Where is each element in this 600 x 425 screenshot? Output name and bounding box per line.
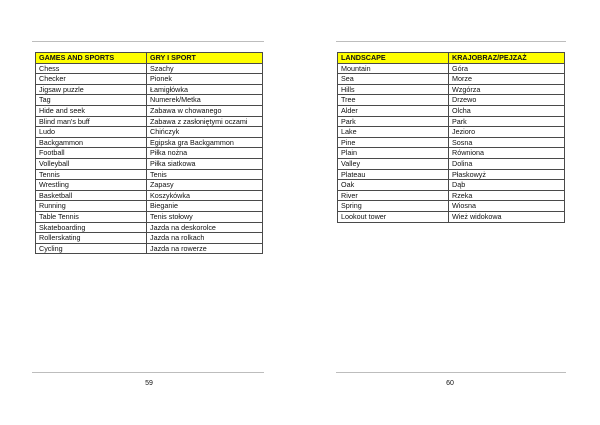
table-header-row	[36, 53, 263, 64]
table-row	[338, 180, 565, 191]
top-rule	[336, 41, 566, 42]
table-row	[338, 169, 565, 180]
table-row	[338, 201, 565, 212]
english-cell: Wrestling	[36, 180, 147, 191]
polish-cell: Dolina	[449, 158, 565, 169]
table-row	[36, 201, 263, 212]
english-cell: Running	[36, 201, 147, 212]
polish-cell: Wiosna	[449, 201, 565, 212]
header-polish: KRAJOBRAZ/PEJZAŻ	[449, 53, 565, 64]
table-row	[36, 148, 263, 159]
polish-cell: Płaskowyż	[449, 169, 565, 180]
polish-cell: Jazda na deskorolce	[147, 222, 263, 233]
english-cell: Spring	[338, 201, 449, 212]
polish-cell: Jezioro	[449, 127, 565, 138]
table-row	[36, 169, 263, 180]
table-row	[36, 158, 263, 169]
table-row	[36, 243, 263, 254]
table-row	[338, 137, 565, 148]
table-row	[36, 74, 263, 85]
english-cell: Blind man's buff	[36, 116, 147, 127]
table-row	[36, 233, 263, 244]
header-english: GAMES AND SPORTS	[36, 53, 147, 64]
table-row	[338, 211, 565, 222]
english-cell: Lake	[338, 127, 449, 138]
english-cell: Tree	[338, 95, 449, 106]
english-cell: Checker	[36, 74, 147, 85]
polish-cell: Morze	[449, 74, 565, 85]
table-row	[36, 127, 263, 138]
table-row	[36, 105, 263, 116]
polish-cell: Zabawa z zasłoniętymi oczami	[147, 116, 263, 127]
polish-cell: Pionek	[147, 74, 263, 85]
english-cell: Oak	[338, 180, 449, 191]
table-row	[338, 116, 565, 127]
table-row	[338, 127, 565, 138]
top-rule	[32, 41, 264, 42]
table-row	[36, 63, 263, 74]
english-cell: Backgammon	[36, 137, 147, 148]
polish-cell: Tenis	[147, 169, 263, 180]
table-row	[36, 180, 263, 191]
page-number: 60	[446, 380, 454, 387]
polish-cell: Łamigłówka	[147, 84, 263, 95]
english-cell: Tag	[36, 95, 147, 106]
polish-cell: Sosna	[449, 137, 565, 148]
table-row	[36, 211, 263, 222]
polish-cell: Koszykówka	[147, 190, 263, 201]
header-polish: GRY I SPORT	[147, 53, 263, 64]
english-cell: Valley	[338, 158, 449, 169]
polish-cell: Równiona	[449, 148, 565, 159]
polish-cell: Egipska gra Backgammon	[147, 137, 263, 148]
english-cell: Chess	[36, 63, 147, 74]
polish-cell: Park	[449, 116, 565, 127]
english-cell: Rollerskating	[36, 233, 147, 244]
english-cell: Sea	[338, 74, 449, 85]
english-cell: Lookout tower	[338, 211, 449, 222]
table-row	[36, 137, 263, 148]
polish-cell: Tenis stołowy	[147, 211, 263, 222]
english-cell: Ludo	[36, 127, 147, 138]
english-cell: Football	[36, 148, 147, 159]
english-cell: Pine	[338, 137, 449, 148]
polish-cell: Jazda na rowerze	[147, 243, 263, 254]
english-cell: Volleyball	[36, 158, 147, 169]
english-cell: Jigsaw puzzle	[36, 84, 147, 95]
english-cell: Table Tennis	[36, 211, 147, 222]
table-row	[338, 148, 565, 159]
english-cell: Hide and seek	[36, 105, 147, 116]
polish-cell: Dąb	[449, 180, 565, 191]
table-row	[338, 95, 565, 106]
polish-cell: Piłka nożna	[147, 148, 263, 159]
table-row	[338, 63, 565, 74]
polish-cell: Szachy	[147, 63, 263, 74]
polish-cell: Numerek/Metka	[147, 95, 263, 106]
table-row	[36, 116, 263, 127]
table-row	[36, 95, 263, 106]
polish-cell: Jazda na rolkach	[147, 233, 263, 244]
english-cell: Skateboarding	[36, 222, 147, 233]
right-page	[300, 0, 600, 425]
english-cell: Cycling	[36, 243, 147, 254]
polish-cell: Rzeka	[449, 190, 565, 201]
polish-cell: Chińczyk	[147, 127, 263, 138]
polish-cell: Piłka siatkowa	[147, 158, 263, 169]
polish-cell: Zabawa w chowanego	[147, 105, 263, 116]
english-cell: Plateau	[338, 169, 449, 180]
english-cell: Basketball	[36, 190, 147, 201]
polish-cell: Wież widokowa	[449, 211, 565, 222]
table-row	[338, 158, 565, 169]
english-cell: Mountain	[338, 63, 449, 74]
english-cell: Park	[338, 116, 449, 127]
english-cell: Tennis	[36, 169, 147, 180]
polish-cell: Drzewo	[449, 95, 565, 106]
games-sports-table	[35, 52, 263, 254]
page-number: 59	[145, 380, 153, 387]
table-row	[36, 84, 263, 95]
table-row	[338, 84, 565, 95]
english-cell: Hills	[338, 84, 449, 95]
table-row	[36, 190, 263, 201]
bottom-rule	[336, 372, 566, 373]
polish-cell: Olcha	[449, 105, 565, 116]
english-cell: Alder	[338, 105, 449, 116]
table-row	[338, 105, 565, 116]
table-row	[338, 74, 565, 85]
header-english: LANDSCAPE	[338, 53, 449, 64]
english-cell: Plain	[338, 148, 449, 159]
table-row	[36, 222, 263, 233]
polish-cell: Bieganie	[147, 201, 263, 212]
landscape-table	[337, 52, 565, 223]
polish-cell: Zapasy	[147, 180, 263, 191]
polish-cell: Góra	[449, 63, 565, 74]
polish-cell: Wzgórza	[449, 84, 565, 95]
bottom-rule	[32, 372, 264, 373]
table-header-row	[338, 53, 565, 64]
english-cell: River	[338, 190, 449, 201]
table-row	[338, 190, 565, 201]
